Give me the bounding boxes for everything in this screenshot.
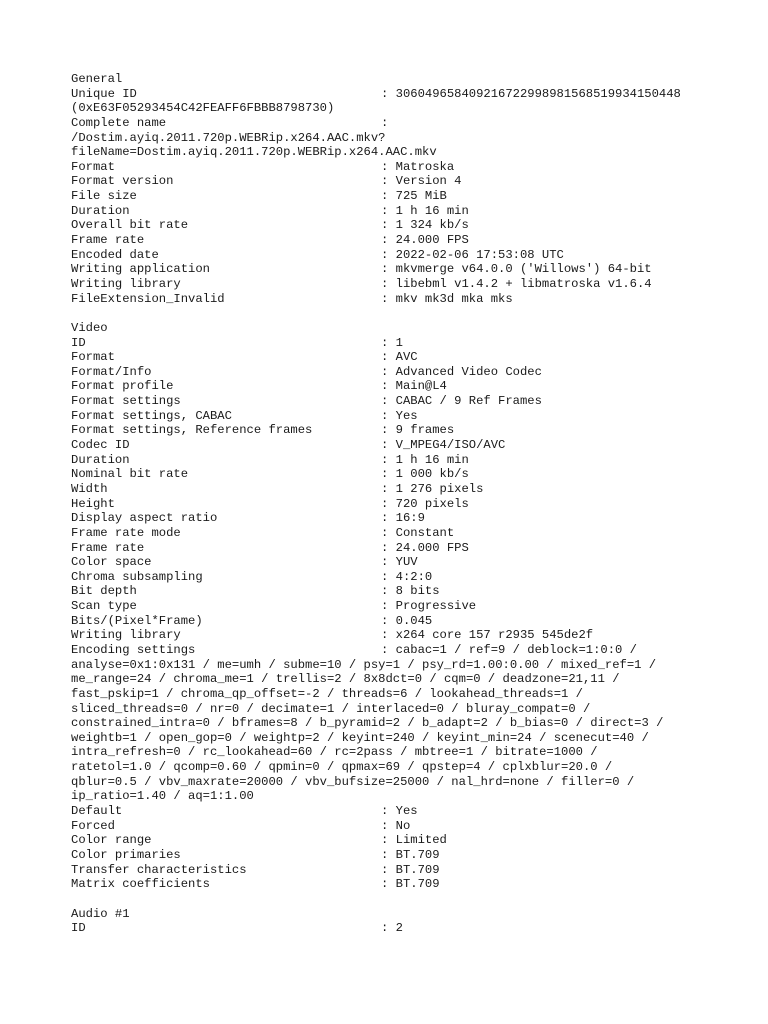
- info-value: : 24.000 FPS: [381, 540, 469, 555]
- info-value: : 306049658409216722998981568519934150448: [381, 86, 681, 101]
- info-key: Display aspect ratio: [71, 511, 218, 526]
- info-key: Writing application: [71, 262, 210, 277]
- info-value: : Version 4: [381, 174, 462, 189]
- info-row: [71, 570, 731, 585]
- info-value: : libebml v1.4.2 + libmatroska v1.6.4: [381, 276, 652, 291]
- info-value: : No: [381, 818, 411, 833]
- info-value: : cabac=1 / ref=9 / deblock=1:0:0 /: [381, 642, 637, 657]
- info-key: Chroma subsampling: [71, 569, 203, 584]
- info-row: [71, 511, 731, 526]
- info-value: : Progressive: [381, 599, 477, 614]
- encoding-settings-line: intra_refresh=0 / rc_lookahead=60 / rc=2pass / mbtree=1 / bitrate=1000 /: [71, 745, 598, 760]
- info-key: Matrix coefficients: [71, 877, 210, 892]
- info-value: : BT.709: [381, 847, 440, 862]
- info-key: Transfer characteristics: [71, 862, 247, 877]
- info-key: Bits/(Pixel*Frame): [71, 613, 203, 628]
- info-row: [71, 921, 731, 936]
- info-key: Bit depth: [71, 584, 137, 599]
- info-key: Scan type: [71, 599, 137, 614]
- info-key: Color primaries: [71, 847, 181, 862]
- encoding-settings-line: ip_ratio=1.40 / aq=1:1.00: [71, 789, 254, 804]
- info-key: Encoding settings: [71, 642, 196, 657]
- info-value: : 16:9: [381, 511, 425, 526]
- info-row: [71, 423, 731, 438]
- info-key: Format settings, CABAC: [71, 408, 232, 423]
- encoding-settings-line: qblur=0.5 / vbv_maxrate=20000 / vbv_bufsize=25000 / nal_hrd=none / filler=0 /: [71, 774, 635, 789]
- info-value: : 1 h 16 min: [381, 203, 469, 218]
- encoding-settings-line: fast_pskip=1 / chroma_qp_offset=-2 / threads=6 / lookahead_threads=1 /: [71, 686, 583, 701]
- info-value: : 0.045: [381, 613, 433, 628]
- info-value: : Main@L4: [381, 379, 447, 394]
- info-row: [71, 248, 731, 263]
- unique-id-hex: (0xE63F05293454C42FEAFF6FBBB8798730): [71, 101, 335, 116]
- info-key: Format settings: [71, 394, 181, 409]
- info-row: [71, 497, 731, 512]
- info-key: File size: [71, 189, 137, 204]
- info-key: Writing library: [71, 628, 181, 643]
- info-key: Height: [71, 496, 115, 511]
- info-key: Duration: [71, 203, 130, 218]
- encoding-settings-line: ratetol=1.0 / qcomp=0.60 / qpmin=0 / qpmax=69 / qpstep=4 / cplxblur=20.0 /: [71, 760, 613, 775]
- info-key: ID: [71, 921, 86, 936]
- info-key: Default: [71, 804, 123, 819]
- info-value: : 2: [381, 921, 403, 936]
- info-row: [71, 189, 731, 204]
- section-spacer: [71, 892, 731, 907]
- info-row: [71, 292, 731, 307]
- info-row: [71, 819, 731, 834]
- info-row: [71, 628, 731, 643]
- info-value: : mkv mk3d mka mks: [381, 291, 513, 306]
- info-row: [71, 555, 731, 570]
- info-row: [71, 614, 731, 629]
- info-key: Color range: [71, 833, 152, 848]
- info-key: Format profile: [71, 379, 174, 394]
- info-key: Overall bit rate: [71, 218, 189, 233]
- info-value: : YUV: [381, 555, 418, 570]
- mediainfo-document: [71, 72, 731, 936]
- section-spacer: [71, 306, 731, 321]
- info-row: [71, 160, 731, 175]
- info-row: [71, 863, 731, 878]
- info-key: Complete name: [71, 115, 167, 130]
- info-key: Duration: [71, 452, 130, 467]
- info-row: [71, 336, 731, 351]
- info-value: : 725 MiB: [381, 189, 447, 204]
- info-row: [71, 599, 731, 614]
- info-key: Format version: [71, 174, 174, 189]
- info-row: [71, 467, 731, 482]
- info-key: Frame rate: [71, 233, 145, 248]
- info-value: : 8 bits: [381, 584, 440, 599]
- info-value: : Yes: [381, 804, 418, 819]
- encoding-settings-line: sliced_threads=0 / nr=0 / decimate=1 / interlaced=0 / bluray_compat=0 /: [71, 701, 591, 716]
- info-key: Format/Info: [71, 364, 152, 379]
- info-row: [71, 541, 731, 556]
- info-row: [71, 848, 731, 863]
- info-value: : Constant: [381, 525, 455, 540]
- info-row: [71, 453, 731, 468]
- info-row-complete-name: [71, 116, 731, 131]
- encoding-settings-line: weightb=1 / open_gop=0 / weightp=2 / keyint=240 / keyint_min=24 / scenecut=40 /: [71, 730, 649, 745]
- info-value: : Matroska: [381, 159, 455, 174]
- info-row: [71, 526, 731, 541]
- info-value: :: [381, 115, 389, 130]
- info-value: : 1: [381, 335, 403, 350]
- info-row: [71, 204, 731, 219]
- info-row: [71, 365, 731, 380]
- info-value: : 720 pixels: [381, 496, 469, 511]
- section-heading-audio: Audio #1: [71, 906, 130, 921]
- info-value: : V_MPEG4/ISO/AVC: [381, 438, 506, 453]
- info-row: [71, 174, 731, 189]
- info-key: ID: [71, 335, 86, 350]
- info-value: : AVC: [381, 350, 418, 365]
- section-heading-general: General: [71, 72, 123, 86]
- info-row-unique-id: [71, 87, 731, 102]
- encoding-settings-line: constrained_intra=0 / bframes=8 / b_pyramid=2 / b_adapt=2 / b_bias=0 / direct=3 /: [71, 716, 664, 731]
- info-key: Forced: [71, 818, 115, 833]
- section-heading-video: Video: [71, 320, 108, 335]
- info-value: : 9 frames: [381, 423, 455, 438]
- info-value: : 2022-02-06 17:53:08 UTC: [381, 247, 564, 262]
- complete-name-filename: fileName=Dostim.ayiq.2011.720p.WEBRip.x264.AAC.mkv: [71, 145, 437, 160]
- info-key: Width: [71, 481, 108, 496]
- info-row: [71, 262, 731, 277]
- info-value: : mkvmerge v64.0.0 ('Willows') 64-bit: [381, 262, 652, 277]
- info-key: Encoded date: [71, 247, 159, 262]
- info-value: : Advanced Video Codec: [381, 364, 542, 379]
- info-key: FileExtension_Invalid: [71, 291, 225, 306]
- info-value: : Yes: [381, 408, 418, 423]
- info-row: [71, 218, 731, 233]
- info-row: [71, 277, 731, 292]
- info-value: : 1 000 kb/s: [381, 467, 469, 482]
- info-row: [71, 409, 731, 424]
- info-value: : Limited: [381, 833, 447, 848]
- info-row: [71, 643, 731, 658]
- complete-name-path: /Dostim.ayiq.2011.720p.WEBRip.x264.AAC.mkv?: [71, 130, 386, 145]
- info-key: Frame rate: [71, 540, 145, 555]
- info-value: : x264 core 157 r2935 545de2f: [381, 628, 594, 643]
- info-key: Codec ID: [71, 438, 130, 453]
- info-value: : 1 276 pixels: [381, 481, 484, 496]
- info-value: : 1 324 kb/s: [381, 218, 469, 233]
- info-key: Format: [71, 350, 115, 365]
- info-value: : CABAC / 9 Ref Frames: [381, 394, 542, 409]
- info-key: Frame rate mode: [71, 525, 181, 540]
- info-row: [71, 350, 731, 365]
- info-key: Writing library: [71, 276, 181, 291]
- info-row: [71, 394, 731, 409]
- info-key: Color space: [71, 555, 152, 570]
- info-row: [71, 584, 731, 599]
- info-value: : 4:2:0: [381, 569, 433, 584]
- info-value: : 24.000 FPS: [381, 233, 469, 248]
- info-key: Format: [71, 159, 115, 174]
- info-key: Unique ID: [71, 86, 137, 101]
- info-key: Format settings, Reference frames: [71, 423, 313, 438]
- info-row: [71, 833, 731, 848]
- info-row: [71, 379, 731, 394]
- info-key: Nominal bit rate: [71, 467, 189, 482]
- encoding-settings-line: me_range=24 / chroma_me=1 / trellis=2 / 8x8dct=0 / cqm=0 / deadzone=21,11 /: [71, 672, 620, 687]
- encoding-settings-line: analyse=0x1:0x131 / me=umh / subme=10 / psy=1 / psy_rd=1.00:0.00 / mixed_ref=1 /: [71, 657, 657, 672]
- info-row: [71, 438, 731, 453]
- info-value: : BT.709: [381, 862, 440, 877]
- info-value: : 1 h 16 min: [381, 452, 469, 467]
- info-row: [71, 233, 731, 248]
- info-row: [71, 482, 731, 497]
- info-row: [71, 877, 731, 892]
- info-value: : BT.709: [381, 877, 440, 892]
- info-row: [71, 804, 731, 819]
